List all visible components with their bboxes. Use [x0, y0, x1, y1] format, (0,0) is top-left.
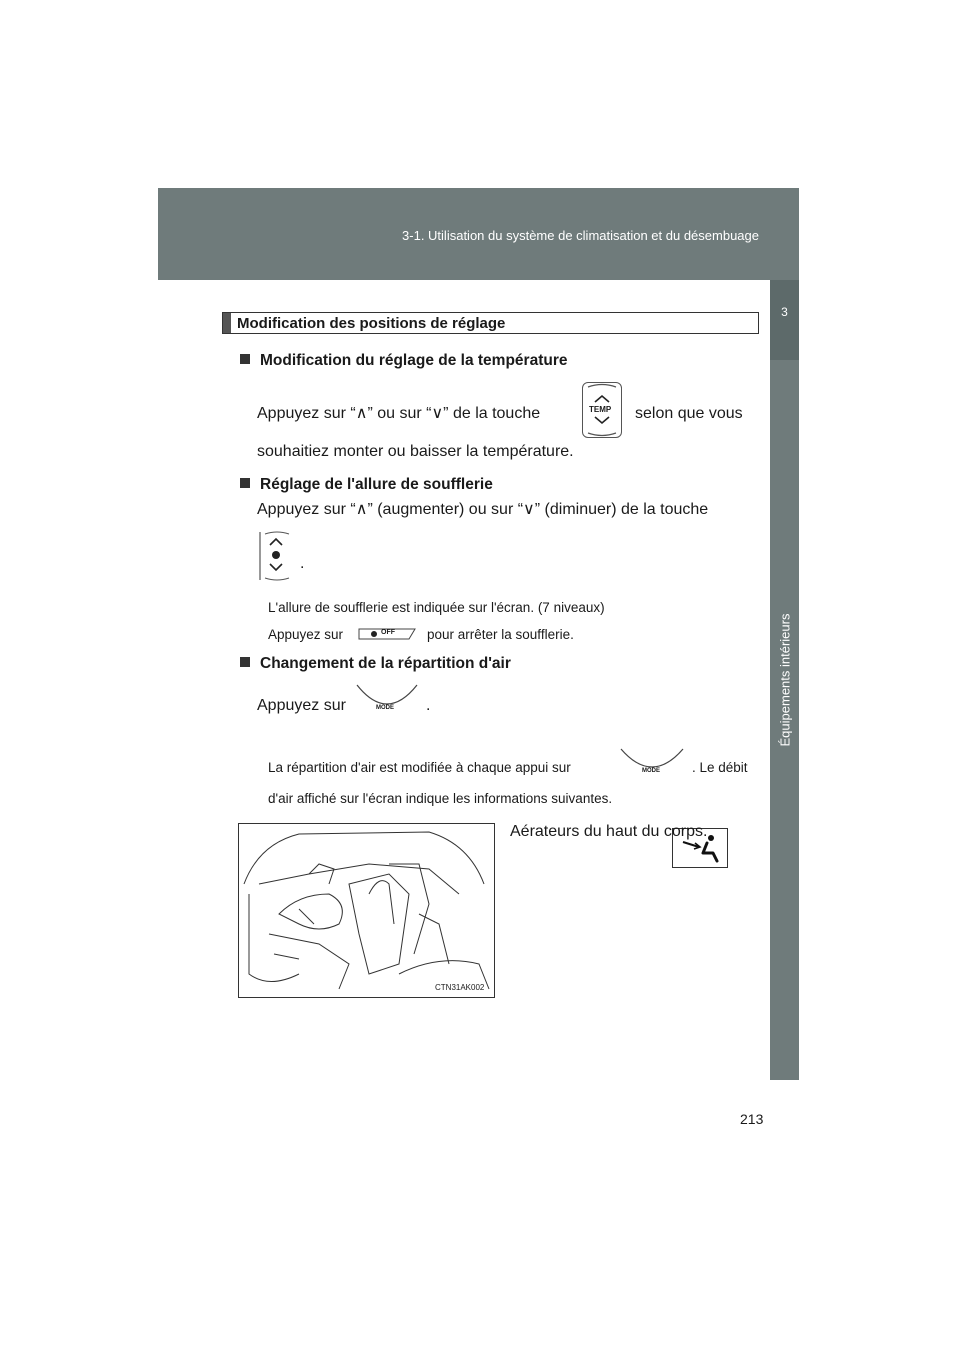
- figure-description: Aérateurs du haut du corps.: [510, 823, 708, 840]
- chapter-number: 3: [781, 305, 788, 319]
- header-title: 3-1. Utilisation du système de climatisation et du désembuage: [402, 228, 759, 243]
- section-title-box: [222, 312, 759, 334]
- fan-heading-text: Réglage de l'allure de soufflerie: [260, 476, 493, 493]
- text-part: ” (diminuer) de la touche: [534, 501, 709, 518]
- fan-heading: [240, 476, 493, 494]
- text-part: ” ou sur “: [367, 405, 432, 422]
- temp-instruction-line1-right: selon que vous: [635, 405, 743, 422]
- section-marker: [223, 313, 231, 333]
- text-part: Appuyez sur “: [257, 501, 356, 518]
- page-number: 213: [740, 1111, 764, 1127]
- section-title: Modification des positions de réglage: [237, 315, 506, 332]
- mode-instruction-left: Appuyez sur: [257, 697, 346, 714]
- text-part: ” de la touche: [443, 405, 541, 422]
- up-symbol: ∧: [355, 405, 368, 422]
- mode-heading: [240, 655, 511, 673]
- car-interior-illustration: [239, 824, 494, 997]
- mode-note-line2: d'air affiché sur l'écran indique les informations suivantes.: [268, 791, 613, 806]
- temp-button-label: TEMP: [589, 405, 612, 414]
- up-symbol: ∧: [355, 501, 368, 518]
- fan-note-off-left: Appuyez sur: [268, 627, 344, 642]
- down-symbol: ∨: [523, 501, 535, 518]
- mode-note-line1-right: . Le débit: [692, 760, 748, 775]
- fan-instruction-line1: [257, 502, 708, 518]
- fan-off-button-icon: [357, 627, 419, 641]
- bullet-square-icon: [240, 478, 250, 488]
- chapter-side-tab: [770, 280, 799, 1080]
- fan-note-levels: L'allure de soufflerie est indiquée sur l'écran. (7 niveaux): [268, 600, 605, 615]
- mode-button-icon-inline: [619, 747, 685, 779]
- bullet-square-icon: [240, 354, 250, 364]
- fan-button-icon: [257, 530, 293, 582]
- header-bar: [158, 188, 799, 280]
- mode-button-label: MODE: [376, 705, 394, 711]
- fan-off-button-label: OFF: [381, 629, 395, 636]
- chapter-number-block: [770, 280, 799, 360]
- text-part: Appuyez sur “: [257, 405, 356, 422]
- mode-button-icon: [355, 683, 419, 717]
- bullet-square-icon: [240, 657, 250, 667]
- mode-button-graphic: [355, 683, 419, 717]
- fan-button-graphic: [257, 530, 293, 582]
- text-part: ” (augmenter) ou sur “: [367, 501, 524, 518]
- mode-heading-text: Changement de la répartition d'air: [260, 655, 511, 672]
- mode-note-line1-left: La répartition d'air est modifiée à chaque appui sur: [268, 760, 571, 775]
- down-symbol: ∨: [431, 405, 444, 422]
- temp-instruction-line2: souhaitiez monter ou baisser la température.: [257, 443, 574, 460]
- chapter-label: Équipements intérieurs: [777, 613, 793, 747]
- temp-heading: [240, 352, 567, 370]
- fan-instruction-line2: .: [300, 555, 305, 572]
- temp-button-icon: [582, 382, 622, 438]
- car-interior-figure: [238, 823, 495, 998]
- temp-instruction-line1-left: [257, 406, 540, 422]
- figure-caption: CTN31AK002: [435, 983, 485, 992]
- fan-note-off-right: pour arrêter la soufflerie.: [427, 627, 574, 642]
- mode-button-inline-graphic: [619, 747, 685, 779]
- mode-instruction-right: .: [426, 697, 431, 714]
- temp-heading-text: Modification du réglage de la température: [260, 352, 568, 369]
- mode-button-inline-label: MODE: [642, 768, 660, 774]
